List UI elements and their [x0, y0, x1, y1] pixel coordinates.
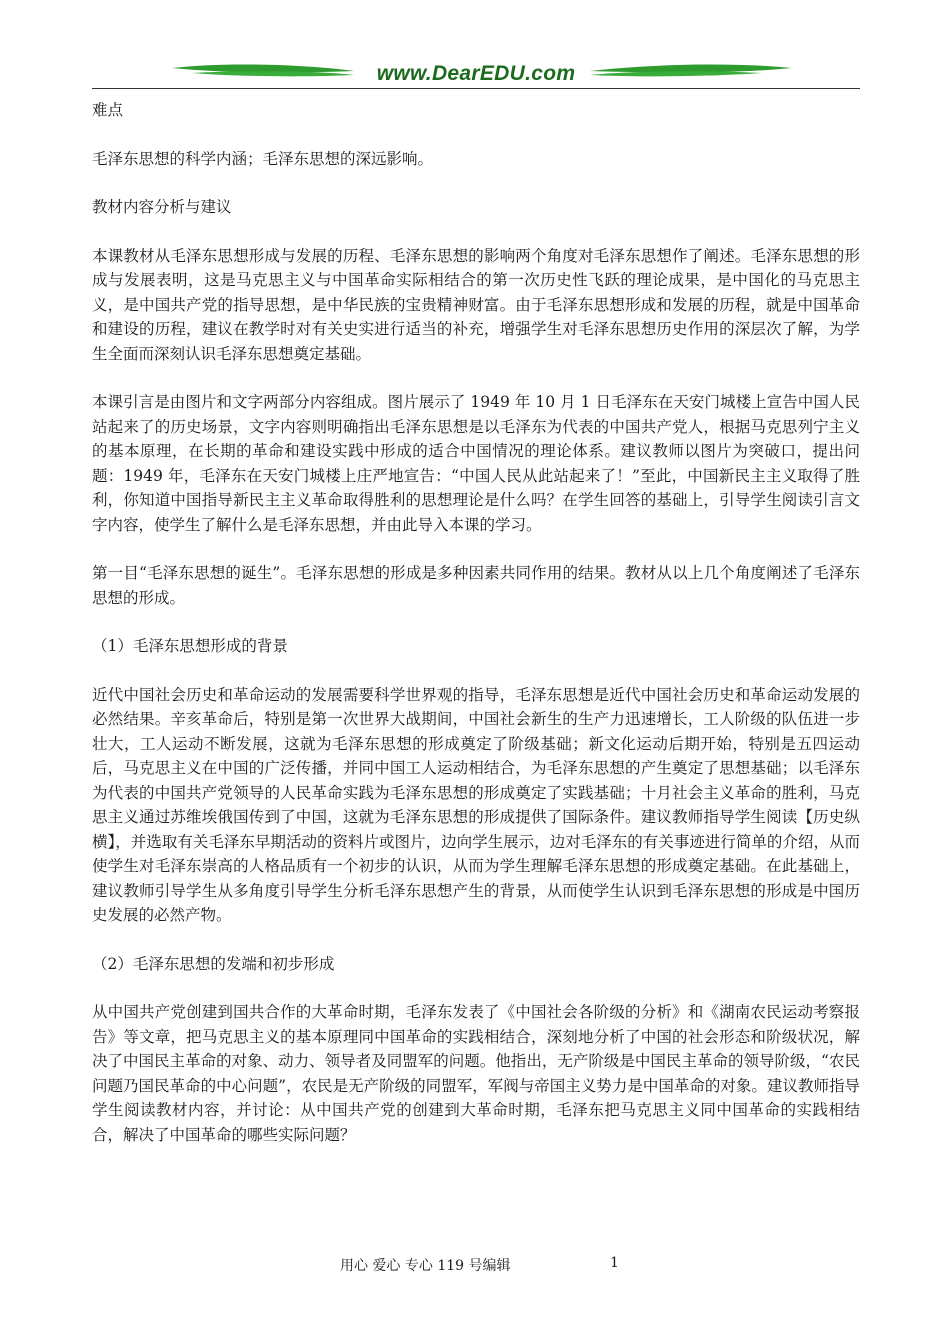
- body-paragraph: 本课教材从毛泽东思想形成与发展的历程、毛泽东思想的影响两个角度对毛泽东思想作了阐述。毛泽东思想的形成与发展表明，这是马克思主义与中国革命实际相结合的第一次历史性飞跃的理论成果，是中国化的马克思主义，是中国共产党的指导思想，是中华民族的宝贵精神财富。由于毛泽东思想形成和发展的历程，就是中国革命和建设的历程，建议在教学时对有关史实进行适当的补充，增强学生对毛泽东思想历史作用的深层次了解，为学生全面而深刻认识毛泽东思想奠定基础。: [92, 246, 860, 363]
- body-paragraph: 毛泽东思想的科学内涵；毛泽东思想的深远影响。: [92, 149, 434, 168]
- site-header: [92, 58, 860, 92]
- body-paragraph: 从中国共产党创建到国共合作的大革命时期，毛泽东发表了《中国社会各阶级的分析》和《湖南农民运动考察报告》等文章，把马克思主义的基本原理同中国革命的实践相结合，深刻地分析了中国的社会形态和阶级状况，解决了中国民主革命的对象、动力、领导者及同盟军的问题。他指出，无产阶级是中国民主革命的领导阶级，“农民问题乃国民革命的中心问题”，农民是无产阶级的同盟军，军阀与帝国主义势力是中国革命的对象。建议教师指导学生阅读教材内容，并讨论：从中国共产党的创建到大革命时期，毛泽东把马克思主义同中国革命的实践相结合，解决了中国革命的哪些实际问题？: [92, 1003, 860, 1144]
- section-heading: （2）毛泽东思想的发端和初步形成: [92, 954, 335, 973]
- footer-text: 用心 爱心 专心 119 号编辑: [340, 1258, 511, 1274]
- body-paragraph: 近代中国社会历史和革命运动的发展需要科学世界观的指导，毛泽东思想是近代中国社会历史和革命运动发展的必然结果。辛亥革命后，特别是第一次世界大战期间，中国社会新生的生产力迅速增长，工人阶级的队伍进一步壮大，工人运动不断发展，这就为毛泽东思想的形成奠定了阶级基础；新文化运动后期开始，特别是五四运动后，马克思主义在中国的广泛传播，并同中国工人运动相结合，为毛泽东思想的产生奠定了思想基础；以毛泽东为代表的中国共产党领导的人民革命实践为毛泽东思想的形成奠定了实践基础；十月社会主义革命的胜利，马克思主义通过苏维埃俄国传到了中国，这就为毛泽东思想的形成提供了国际条件。建议教师指导学生阅读【历史纵横】，并选取有关毛泽东早期活动的资料片或图片，边向学生展示，边对毛泽东的有关事迹进行简单的介绍，从而使学生对毛泽东崇高的人格品质有一个初步的认识，从而为学生理解毛泽东思想的形成奠定基础。在此基础上，建议教师引导学生从多角度引导学生分析毛泽东思想产生的背景，从而使学生认识到毛泽东思想的形成是中国历史发展的必然产物。: [92, 685, 860, 924]
- section-heading: 难点: [92, 101, 124, 119]
- body-paragraph: 本课引言是由图片和文字两部分内容组成。图片展示了 1949 年 10 月 1 日毛泽东在天安门城楼上宣告中国人民站起来了的历史场景，文字内容则明确指出毛泽东思想是以毛泽东为代表的中国共产党人，根据马克思列宁主义的基本原理，在长期的革命和建设实践中形成的适合中国情况的理论体系。建议教师以图片为突破口，提出问题：1949 年，毛泽东在天安门城楼上庄严地宣告：“中国人民从此站起来了！”至此，中国新民主主义取得了胜利，你知道中国指导新民主主义革命取得胜利的思想理论是什么吗？在学生回答的基础上，引导学生阅读引言文字内容，使学生了解什么是毛泽东思想，并由此导入本课的学习。: [92, 393, 860, 534]
- body-paragraph: 第一目“毛泽东思想的诞生”。毛泽东思想的形成是多种因素共同作用的结果。教材从以上几个角度阐述了毛泽东思想的形成。: [92, 564, 860, 607]
- site-logo-text: www.DearEDU.com: [376, 62, 576, 85]
- page-number: 1: [610, 1255, 619, 1271]
- section-heading: （1）毛泽东思想形成的背景: [92, 637, 288, 655]
- document-body: [92, 98, 860, 1171]
- page-footer: [0, 1255, 950, 1279]
- section-heading: 教材内容分析与建议: [92, 198, 232, 216]
- header-divider: [92, 88, 860, 89]
